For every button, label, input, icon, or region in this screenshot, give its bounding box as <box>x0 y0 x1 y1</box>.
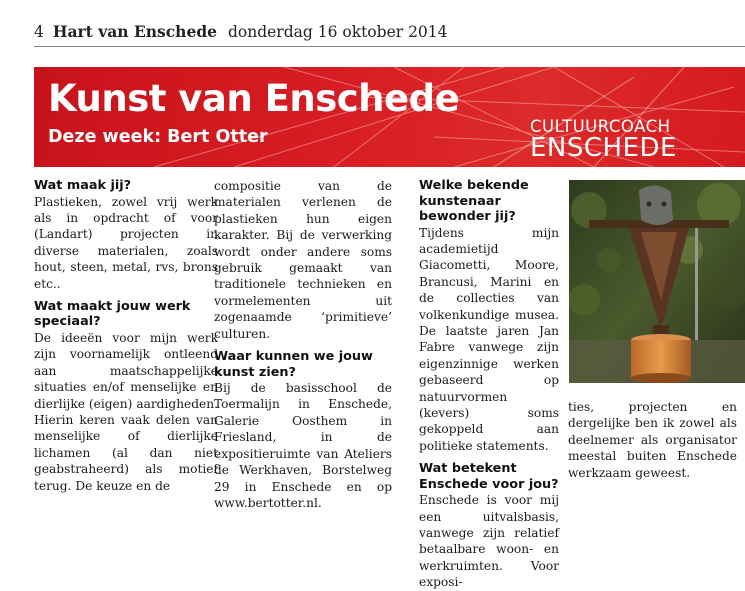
sculpture-photo <box>569 180 745 383</box>
question-heading: Welke bekende kunstenaar bewonder jij? <box>419 178 529 224</box>
answer-text: ties, projecten en dergelijke ben ik zowel als deelnemer als organisator meestal buiten Enschede werkzaam geweest. <box>568 400 737 480</box>
article-column-1 <box>34 178 218 494</box>
section-banner <box>34 67 745 167</box>
answer-text: Plastieken, zowel vrij werk als in opdracht of voor (Landart) projecten in diverse materialen, zoals hout, steen, metal, rvs, brons etc.. <box>34 194 218 291</box>
question-heading: Wat betekent Enschede voor jou? <box>419 461 559 492</box>
answer-text: Bij de basisschool de Toermalijn in Enschede, Galerie Oosthem in Friesland, in de expositieruimte van Ateliers de Werkhaven, Borstelweg 29 in Enschede en op www.bertotter.nl. <box>214 381 392 510</box>
logo-bottom-text: ENSCHEDE <box>530 133 677 163</box>
article-column-2 <box>214 178 392 511</box>
logo-top-text: CULTUURCOACH <box>530 117 671 136</box>
header-rule <box>34 46 745 47</box>
running-header <box>34 22 448 41</box>
answer-text: Tijdens mijn academietijd Giacometti, Moore, Brancusi, Marini en de collecties van volkenkundige musea. De laatste jaren Jan Fabre vanwege zijn eigenzinnige werken gebaseerd op natuurvormen (kevers) soms gekoppeld aan politieke statements. <box>419 225 559 453</box>
answer-text: Enschede is voor mij een uitvalsbasis, vanwege zijn relatief betaalbare woon- en werkruimten. Voor exposi- <box>419 493 559 590</box>
question-heading: Wat maakt jouw werk speciaal? <box>34 298 191 330</box>
question-heading: Wat maak jij? <box>34 178 132 193</box>
publication-date: donderdag 16 oktober 2014 <box>227 23 448 41</box>
page-number: 4 <box>34 23 44 41</box>
answer-text: De ideeën voor mijn werk zijn voornamelijk ontleend aan maatschappelijke situaties en/of menselijke en dierlijke (eigen) aardigheden. Hierin keren vaak delen van menselijke of dierlijke lichamen (al dan niet geabstraheerd) als motief terug. De keuze en de <box>34 330 218 493</box>
banner-subtitle: Deze week: Bert Otter <box>48 127 268 147</box>
article-column-3 <box>419 178 559 591</box>
article-column-4 <box>568 399 737 481</box>
publication-name: Hart van Enschede <box>52 22 218 41</box>
cultuurcoach-logo <box>530 117 740 163</box>
question-heading: Waar kunnen we jouw kunst zien? <box>214 349 373 380</box>
answer-text: compositie van de materialen verlenen de plastieken hun eigen karakter. Bij de verwerking wordt onder andere soms gebruik gemaakt van traditionele technieken en vormelementen uit zogenaamde ‘primitieve’ culturen. <box>214 179 392 341</box>
banner-title: Kunst van Enschede <box>48 77 460 120</box>
